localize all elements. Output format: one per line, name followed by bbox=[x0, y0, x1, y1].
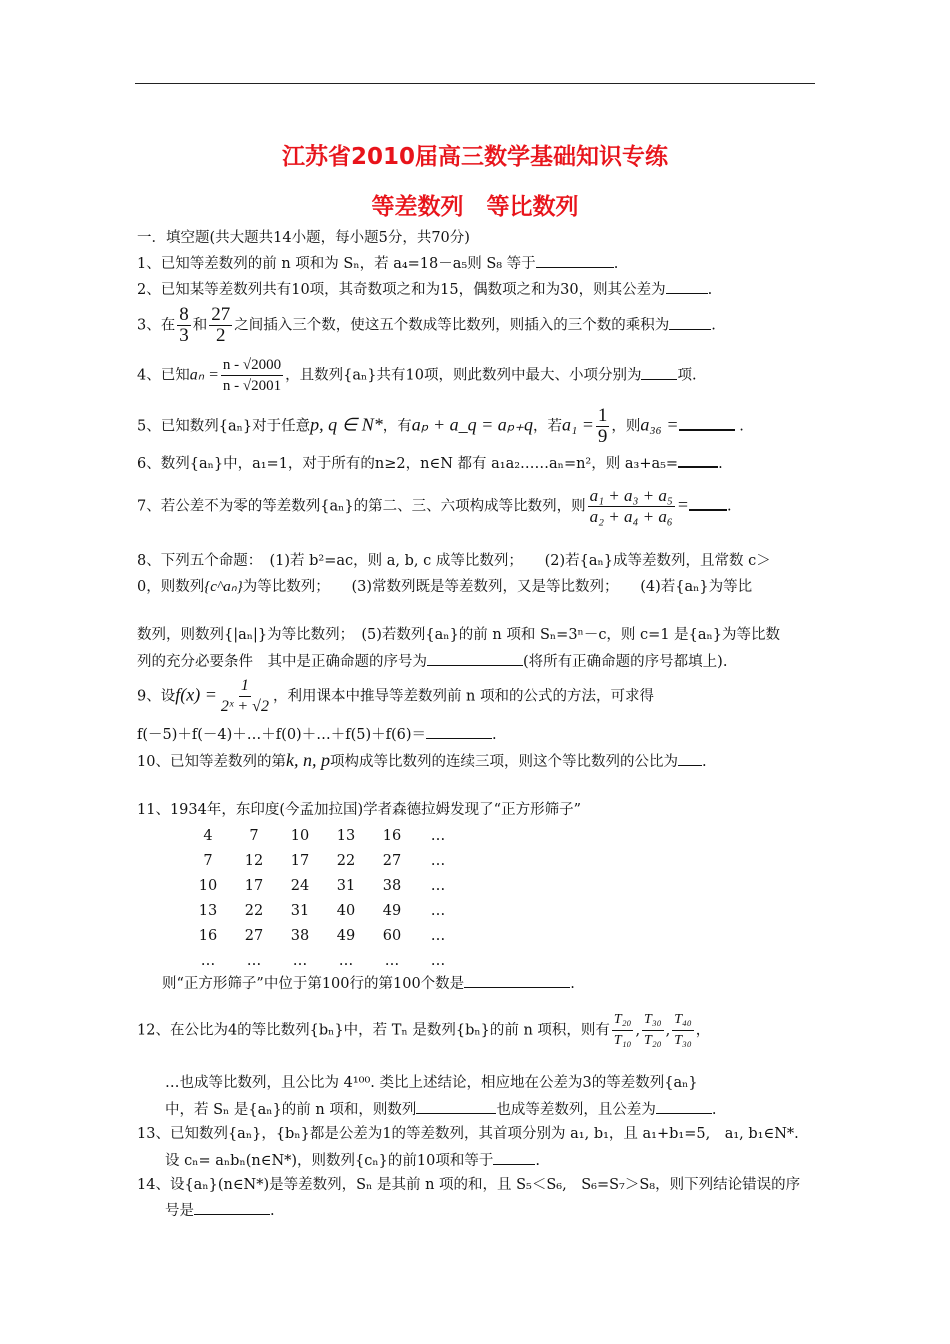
table-cell: 10 bbox=[290, 827, 310, 844]
table-cell: 49 bbox=[336, 927, 356, 944]
question-10: 10、已知等差数列的第k, n, p项构成等比数列的连续三项，则这个等比数列的公比为 . bbox=[137, 750, 707, 770]
table-cell: 7 bbox=[203, 852, 213, 869]
table-cell: 38 bbox=[382, 877, 402, 894]
table-cell: 4 bbox=[203, 827, 213, 844]
table-row bbox=[185, 823, 461, 848]
table-cell: … bbox=[384, 952, 400, 969]
question-12-line-2: …也成等比数列，且公比为 4¹⁰⁰. 类比上述结论，相应地在公差为3的等差数列{aₙ} bbox=[165, 1075, 698, 1091]
table-cell: 27 bbox=[382, 852, 402, 869]
table-cell: … bbox=[430, 877, 446, 894]
question-8-line-3: 数列，则数列{|aₙ|}为等比数列； (5)若数列{aₙ}的前 n 项和 Sₙ=3ⁿ－c，则 c=1 是{aₙ}为等比数 bbox=[137, 627, 781, 643]
question-3: 3、在 $\frac{8}{3}$ 和 $\frac{27}{2}$ 之间插入三个数，使这五个数成等比数列，则插入的三个数的乘积为 . bbox=[137, 304, 716, 346]
question-12-line-3: 中，若 Sₙ 是{aₙ}的前 n 项和，则数列 也成等差数列，且公差为 . bbox=[165, 1099, 716, 1120]
question-11: 11、1934年，东印度(今孟加拉国)学者森德拉姆发现了“正方形筛子” bbox=[137, 802, 581, 818]
table-cell: 13 bbox=[198, 902, 218, 919]
table-cell: 38 bbox=[290, 927, 310, 944]
table-cell: 10 bbox=[198, 877, 218, 894]
table-cell: … bbox=[430, 927, 446, 944]
question-12: 12、在公比为4的等比数列{bₙ}中，若 Tₙ 是数列{bₙ}的前 n 项积，则有 $\frac{\text{T₂₀}}{\text{T₁₀}}$ , $\frac{\text{T₃₀}}{\text{T₂₀}}$ , $\frac{\text{T₄₀}}{\text{T₃₀}}$ ， bbox=[137, 1012, 711, 1048]
page-subtitle: 等差数列 等比数列 bbox=[371, 194, 579, 220]
question-13: 13、已知数列{aₙ}，{bₙ}都是公差为1的等差数列，其首项分别为 a₁, b₁，且 a₁+b₁=5, a₁, b₁∈N*. bbox=[137, 1126, 799, 1142]
question-14: 14、设{aₙ}(n∈N*)是等差数列，Sₙ 是其前 n 项的和，且 S₅＜S₆, S₆=S₇＞S₈，则下列结论错误的序 bbox=[137, 1177, 801, 1193]
table-cell: 13 bbox=[336, 827, 356, 844]
question-4: 4、已知aₙ = $\frac{n - √2000}{n - √2001}$ ，且数列{aₙ}共有10项，则此数列中最大、小项分别为 项. bbox=[137, 357, 697, 394]
top-rule bbox=[135, 83, 815, 84]
table-cell: 31 bbox=[290, 902, 310, 919]
section-heading: 一．填空题(共大题共14小题，每小题5分，共70分) bbox=[137, 230, 470, 246]
question-9-sum: f(－5)＋f(－4)＋…＋f(0)＋…＋f(5)＋f(6)＝ . bbox=[137, 724, 497, 745]
table-cell: … bbox=[430, 827, 446, 844]
page-title: 江苏省2010届高三数学基础知识专练 bbox=[281, 144, 668, 170]
table-cell: 27 bbox=[244, 927, 264, 944]
table-row bbox=[185, 923, 461, 948]
table-cell: 40 bbox=[336, 902, 356, 919]
table-cell: 24 bbox=[290, 877, 310, 894]
question-6: 6、数列{aₙ}中，a₁=1，对于所有的n≥2，n∈N 都有 a₁a₂……aₙ=n²，则 a₃+a₅= . bbox=[137, 452, 723, 474]
table-cell: … bbox=[292, 952, 308, 969]
table-cell: … bbox=[430, 952, 446, 969]
square-sieve-table bbox=[185, 823, 461, 973]
question-8-line-4: 列的充分必要条件 其中是正确命题的序号为 (将所有正确命题的序号都填上). bbox=[137, 651, 727, 672]
table-cell: 17 bbox=[244, 877, 264, 894]
question-9: 9、设f(x) = $\frac{1}{\text{2ˣ + √2}}$ ，利用课本中推导等差数列前 n 项和的公式的方法，可求得 bbox=[137, 677, 655, 715]
question-8-line-2: 0，则数列{c^aₙ}为等比数列； (3)常数列既是等差数列，又是等比数列； (4)若{aₙ}为等比 bbox=[137, 579, 753, 595]
table-cell: … bbox=[430, 902, 446, 919]
table-cell: … bbox=[430, 852, 446, 869]
table-row bbox=[185, 873, 461, 898]
table-cell: 12 bbox=[244, 852, 264, 869]
question-13-line-2: 设 cₙ= aₙbₙ(n∈N*)，则数列{cₙ}的前10项和等于 . bbox=[165, 1150, 540, 1171]
question-8-line-1: 8、下列五个命题： (1)若 b²=ac，则 a, b, c 成等比数列； (2)若{aₙ}成等差数列，且常数 c＞ bbox=[137, 553, 771, 569]
question-2: 2、已知某等差数列共有10项，其奇数项之和为15，偶数项之和为30，则其公差为 . bbox=[137, 279, 712, 300]
table-cell: 22 bbox=[336, 852, 356, 869]
question-11-ask: 则“正方形筛子”中位于第100行的第100个数是 . bbox=[162, 973, 575, 994]
question-1: 1、已知等差数列的前 n 项和为 Sₙ，若 a₄=18－a₅则 S₈ 等于 . bbox=[137, 253, 618, 274]
question-5: 5、已知数列{aₙ}对于任意p, q ∈ N*，有aₚ + a_q = aₚ₊q，若a₁ = $\frac{1}{9}$ ，则a₃₆ = . bbox=[137, 405, 744, 447]
table-cell: 16 bbox=[198, 927, 218, 944]
table-cell: 49 bbox=[382, 902, 402, 919]
table-cell: 60 bbox=[382, 927, 402, 944]
table-cell: 16 bbox=[382, 827, 402, 844]
question-7: 7、若公差不为零的等差数列{aₙ}的第二、三、六项构成等比数列，则 $\frac{\text{a₁ + a₃ + a₅}}{\text{a₂ + a₄ + a₆}}$ = . bbox=[137, 486, 732, 526]
table-cell: 7 bbox=[249, 827, 259, 844]
table-row bbox=[185, 848, 461, 873]
table-cell: … bbox=[200, 952, 216, 969]
table-cell: … bbox=[338, 952, 354, 969]
table-cell: 22 bbox=[244, 902, 264, 919]
table-row bbox=[185, 948, 461, 973]
question-14-line-2: 号是 . bbox=[165, 1200, 275, 1221]
table-cell: 31 bbox=[336, 877, 356, 894]
table-cell: … bbox=[246, 952, 262, 969]
table-row bbox=[185, 898, 461, 923]
table-cell: 17 bbox=[290, 852, 310, 869]
